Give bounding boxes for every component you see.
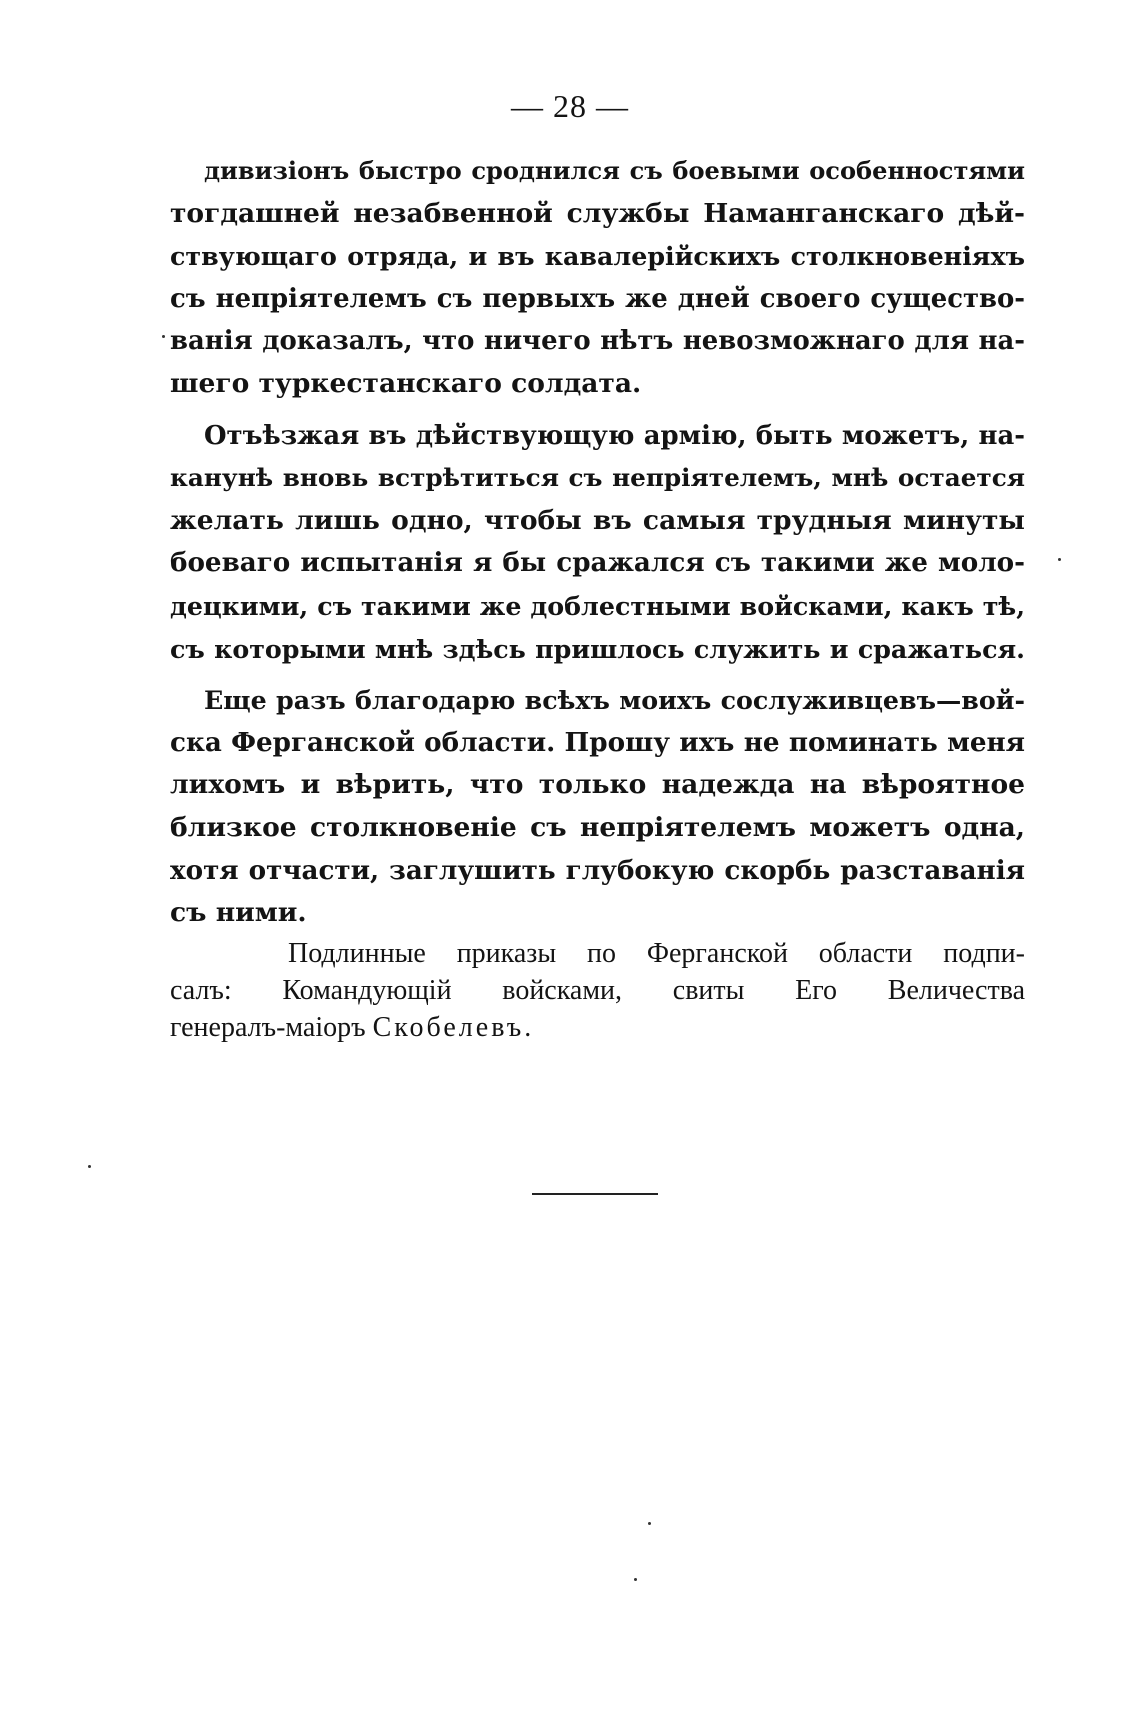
text-line: хотя отчасти, заглушить глубокую скорбь разставанія xyxy=(170,854,1025,886)
text-line: Еще разъ благодарю всѣхъ моихъ сослуживцевъ—вой- xyxy=(204,685,1025,716)
text-line: боеваго испытанія я бы сражался съ такими же моло- xyxy=(170,547,1025,579)
text-line: дивизіонъ быстро сроднился съ боевыми особенностями xyxy=(204,156,1025,185)
signature-line: Подлинные приказы по Ферганской области подпи- xyxy=(288,938,1025,969)
signature-line: салъ: Командующій войсками, свиты Его Величества xyxy=(170,975,1025,1006)
text-line: тогдашней незабвенной службы Наманганскаго дѣй- xyxy=(170,197,1025,229)
text-line: ска Ферганской области. Прошу ихъ не поминать меня xyxy=(170,726,1025,758)
text-line: децкими, съ такими же доблестными войсками, какъ тѣ, xyxy=(170,590,1025,621)
text-line: ствующаго отряда, и въ кавалерійскихъ столкновеніяхъ xyxy=(170,241,1025,272)
signature-block xyxy=(170,935,1025,1046)
text-line: шего туркестанскаго солдата. xyxy=(170,367,642,399)
text-line: съ ними. xyxy=(170,897,307,929)
page-number: — 28 — xyxy=(511,88,629,124)
print-speck xyxy=(162,335,165,338)
text-line: съ которыми мнѣ здѣсь пришлось служить и сражаться. xyxy=(170,633,1025,664)
text-line: желать лишь одно, чтобы въ самыя трудныя минуты xyxy=(170,504,1025,536)
body-text xyxy=(170,150,1025,935)
paragraph-2 xyxy=(170,415,1025,671)
section-divider xyxy=(532,1193,658,1195)
paragraph-1 xyxy=(170,150,1025,406)
print-speck xyxy=(634,1578,637,1581)
text-line: ванія доказалъ, что ничего нѣтъ невозможнаго для на- xyxy=(170,326,1025,357)
signature-rank: генералъ-маіоръ xyxy=(170,1012,373,1043)
text-line: канунѣ вновь встрѣтиться съ непріятелемъ, мнѣ остается xyxy=(170,463,1025,493)
paragraph-3 xyxy=(170,679,1025,935)
print-speck xyxy=(88,1165,91,1168)
signature-name: Скобелевъ. xyxy=(372,1012,535,1043)
text-line: близкое столкновеніе съ непріятелемъ можетъ одна, xyxy=(170,811,1025,843)
print-speck xyxy=(648,1522,651,1525)
text-line: съ непріятелемъ съ первыхъ же дней своего существо- xyxy=(170,283,1025,314)
text-line: Отъѣзжая въ дѣйствующую армію, быть можетъ, на- xyxy=(204,420,1025,451)
print-speck xyxy=(1058,558,1061,561)
text-line: лихомъ и вѣрить, что только надежда на вѣроятное xyxy=(170,769,1025,801)
signature-line xyxy=(170,1009,1025,1046)
